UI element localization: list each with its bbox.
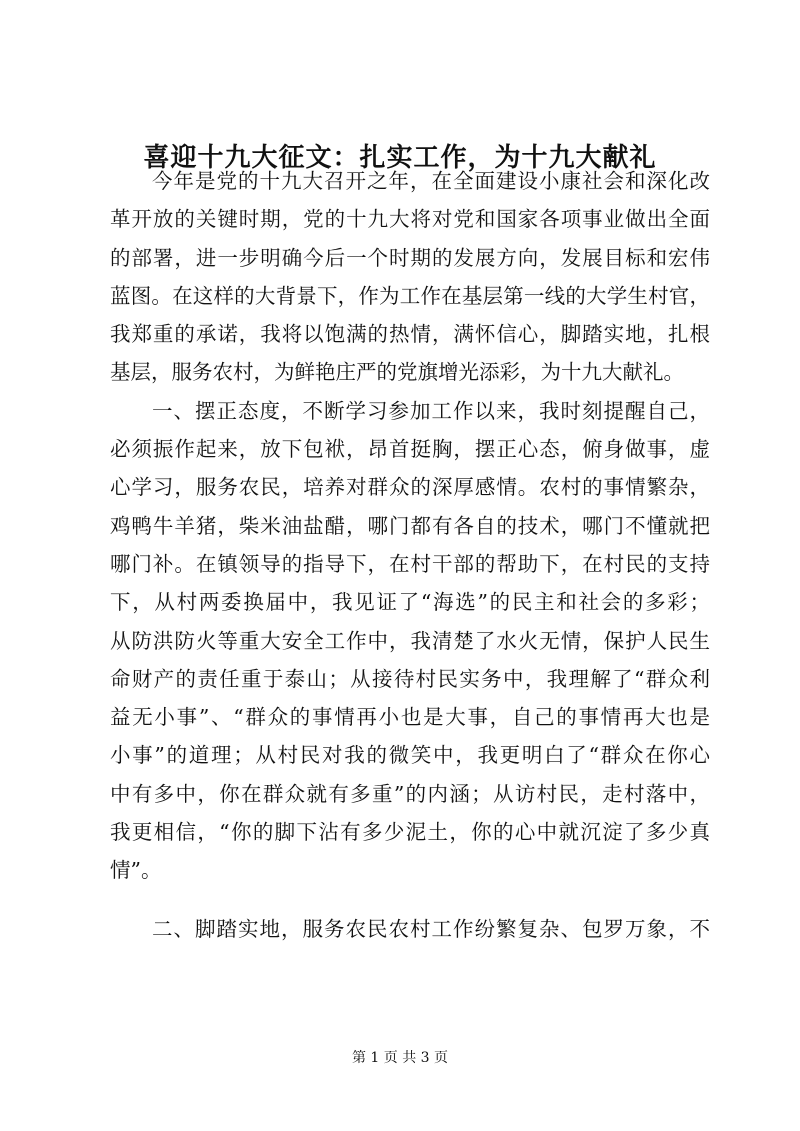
text-line: 从防洪防火等重大安全工作中，我清楚了水火无情，保护人民生 <box>110 628 710 653</box>
paragraph-2 <box>110 392 710 890</box>
text-line: 革开放的关键时期，党的十九大将对党和国家各项事业做出全面 <box>110 207 710 232</box>
text-line: 我郑重的承诺，我将以饱满的热情，满怀信心，脚踏实地，扎根 <box>110 322 710 347</box>
text-line: 的部署，进一步明确今后一个时期的发展方向，发展目标和宏伟 <box>110 245 710 270</box>
text-line: 哪门补。在镇领导的指导下，在村干部的帮助下，在村民的支持 <box>110 551 710 576</box>
document-body <box>110 162 710 948</box>
text-line: 一、摆正态度，不断学习参加工作以来，我时刻提醒自己， <box>152 398 710 423</box>
document-title: 喜迎十九大征文：扎实工作，为十九大献礼 <box>143 143 657 173</box>
text-line: 小事”的道理；从村民对我的微笑中，我更明白了“群众在你心 <box>110 743 710 768</box>
text-line: 下，从村两委换届中，我见证了“海选”的民主和社会的多彩； <box>110 590 710 615</box>
text-line: 蓝图。在这样的大背景下，作为工作在基层第一线的大学生村官， <box>110 283 710 308</box>
text-line: 基层，服务农村，为鲜艳庄严的党旗增光添彩，为十九大献礼。 <box>110 360 684 385</box>
text-line: 鸡鸭牛羊猪，柴米油盐醋，哪门都有各自的技术，哪门不懂就把 <box>110 513 710 538</box>
text-line: 情”。 <box>110 858 162 883</box>
text-line: 中有多中，你在群众就有多重”的内涵；从访村民，走村落中， <box>110 781 710 806</box>
text-line: 二、脚踏实地，服务农民农村工作纷繁复杂、包罗万象，不 <box>152 916 710 941</box>
text-line: 命财产的责任重于泰山；从接待村民实务中，我理解了“群众利 <box>110 666 710 691</box>
text-line: 必须振作起来，放下包袱，昂首挺胸，摆正心态，俯身做事，虚 <box>110 437 710 462</box>
text-line: 心学习，服务农民，培养对群众的深厚感情。农村的事情繁杂， <box>110 475 710 500</box>
paragraph-3 <box>110 910 710 948</box>
text-line: 今年是党的十九大召开之年，在全面建设小康社会和深化改 <box>152 169 710 193</box>
page-number-footer: 第 1 页 共 3 页 <box>351 1050 449 1066</box>
text-line: 我更相信，“你的脚下沾有多少泥土，你的心中就沉淀了多少真 <box>110 820 710 845</box>
text-line: 益无小事”、“群众的事情再小也是大事，自己的事情再大也是 <box>110 705 710 730</box>
paragraph-gap <box>110 890 710 910</box>
paragraph-1 <box>110 162 710 392</box>
